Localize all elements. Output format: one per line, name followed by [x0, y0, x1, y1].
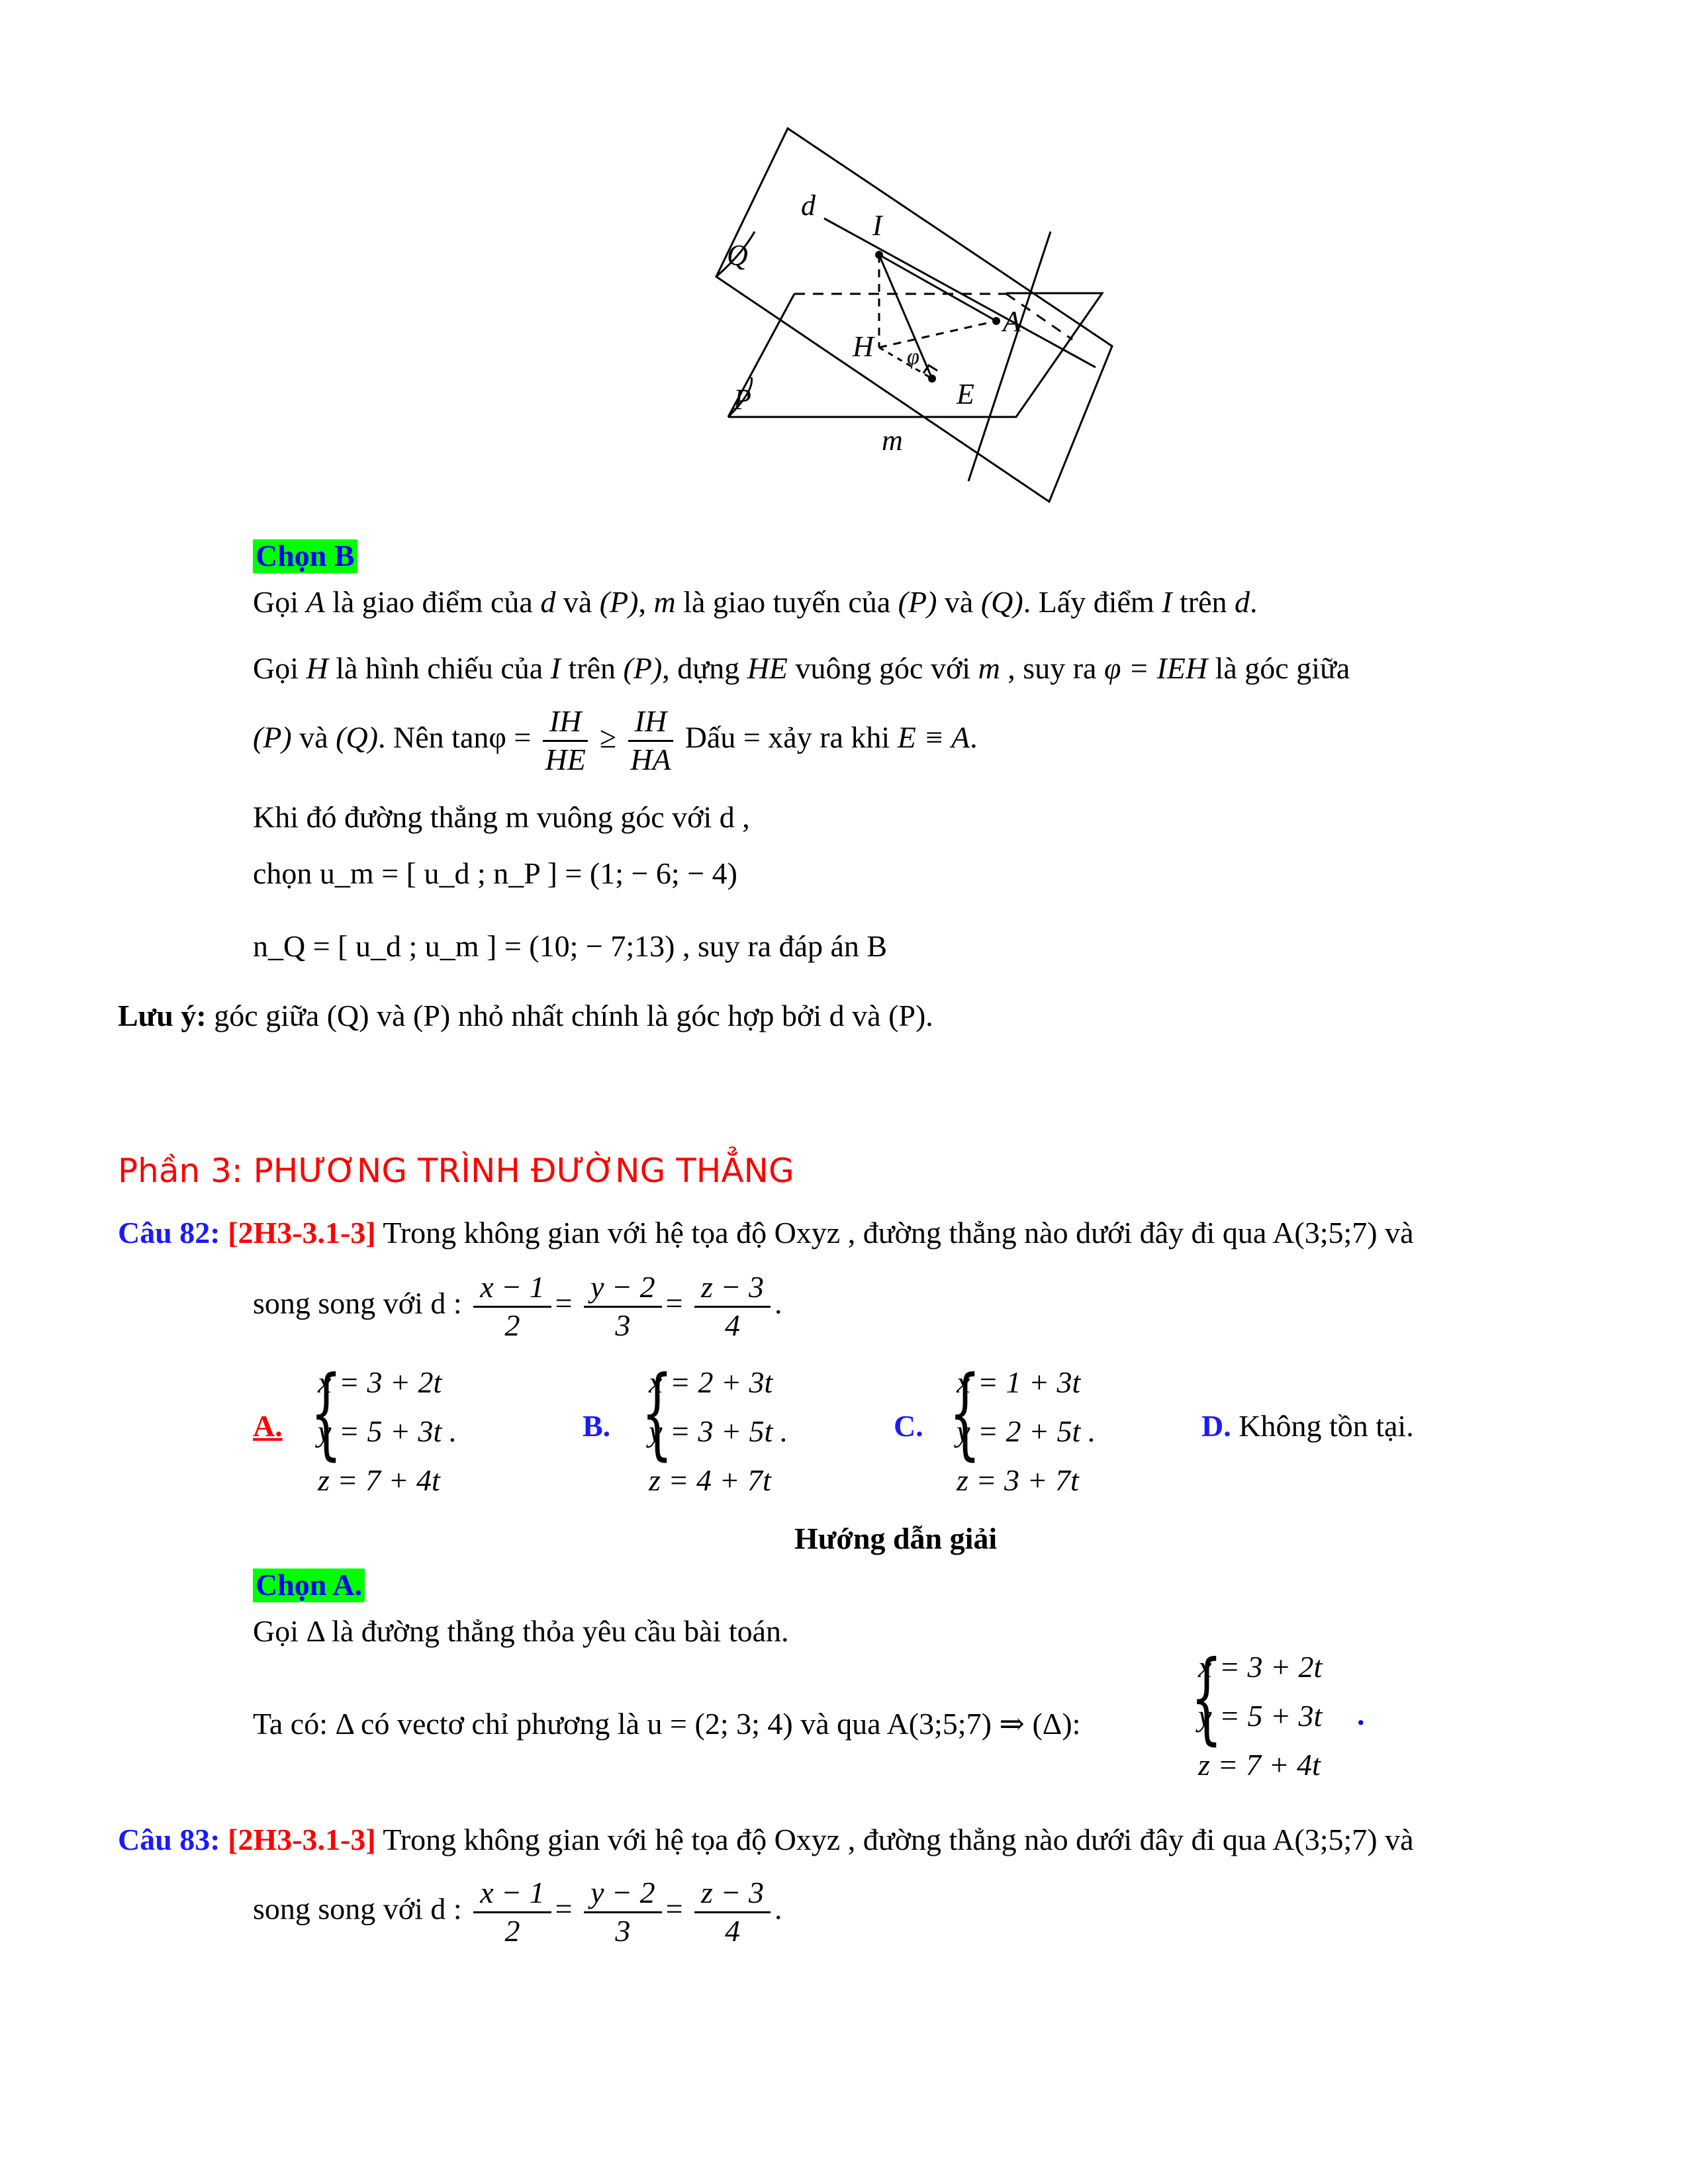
delta-dot: .: [1357, 1698, 1365, 1731]
label-p: P: [733, 383, 751, 416]
guide-heading: Hướng dẫn giải: [794, 1522, 998, 1555]
label-h: H: [853, 330, 874, 363]
label-a: A: [1003, 305, 1021, 338]
geometry-figure: [702, 119, 1132, 510]
brace-a: {: [310, 1355, 342, 1471]
brace-delta: {: [1190, 1640, 1223, 1755]
q82-sol-line2: Ta có: Δ có vectơ chỉ phương là u = (2; 3; 4) và qua A(3;5;7) ⇒ (Δ):: [253, 1707, 1081, 1741]
plane-q: [716, 128, 1112, 502]
label-i: I: [872, 209, 882, 242]
sol81-line2: Gọi H là hình chiếu của I trên (P), dựng HE vuông góc với m , suy ra φ = IEH là góc giữa: [253, 651, 1350, 685]
brace-c: {: [949, 1355, 981, 1471]
option-d[interactable]: D. Không tồn tại.: [1201, 1409, 1414, 1443]
q82-sol-line1: Gọi Δ là đường thẳng thỏa yêu cầu bài toán.: [253, 1614, 789, 1648]
choice-a-badge: Chọn A.: [253, 1569, 365, 1602]
label-q: Q: [727, 239, 748, 271]
q83-line2: song song với d : $\frac{x - 1}{2}$ = $\frac{y - 2}{3}$ = $\frac{z - 3}{4}$ .: [253, 1876, 782, 1948]
section-heading: Phần 3: PHƯƠNG TRÌNH ĐƯỜNG THẲNG: [118, 1152, 794, 1190]
option-a-label[interactable]: A.: [253, 1409, 283, 1443]
label-e: E: [957, 378, 974, 410]
sol81-line6: n_Q = [ u_d ; u_m ] = (10; − 7;13) , suy ra đáp án B: [253, 929, 888, 963]
option-c-label[interactable]: C.: [894, 1409, 923, 1443]
brace-b: {: [641, 1355, 673, 1471]
q83-line1: Câu 83: [2H3-3.1-3] Trong không gian với hệ tọa độ Oxyz , đường thẳng nào dưới đây đi qua A(3;5;7) và: [118, 1823, 1414, 1856]
sol81-line4: Khi đó đường thẳng m vuông góc với d ,: [253, 800, 750, 834]
option-b-label[interactable]: B.: [583, 1409, 611, 1443]
q82-line2: song song với d : $\frac{x - 1}{2}$ = $\frac{y - 2}{3}$ = $\frac{z - 3}{4}$ .: [253, 1270, 782, 1342]
label-phi: φ: [907, 345, 919, 369]
note-line: Lưu ý: góc giữa (Q) và (P) nhỏ nhất chính là góc hợp bởi d và (P).: [118, 999, 933, 1032]
sol81-line3: (P) và (Q). Nên tanφ = $\frac{IH}{HE}$ ≥ $\frac{IH}{HA}$ Dấu = xảy ra khi E ≡ A.: [253, 704, 978, 776]
choice-b-badge: Chọn B: [253, 539, 357, 573]
q82-line1: Câu 82: [2H3-3.1-3] Trong không gian với hệ tọa độ Oxyz , đường thẳng nào dưới đây đi qua A(3;5;7) và: [118, 1216, 1414, 1250]
sol81-line5: chọn u_m = [ u_d ; n_P ] = (1; − 6; − 4): [253, 856, 737, 890]
sol81-line1: Gọi A là giao điểm của d và (P), m là giao tuyến của (P) và (Q). Lấy điểm I trên d.: [253, 585, 1258, 619]
label-m: m: [882, 424, 903, 457]
label-d: d: [801, 189, 816, 222]
